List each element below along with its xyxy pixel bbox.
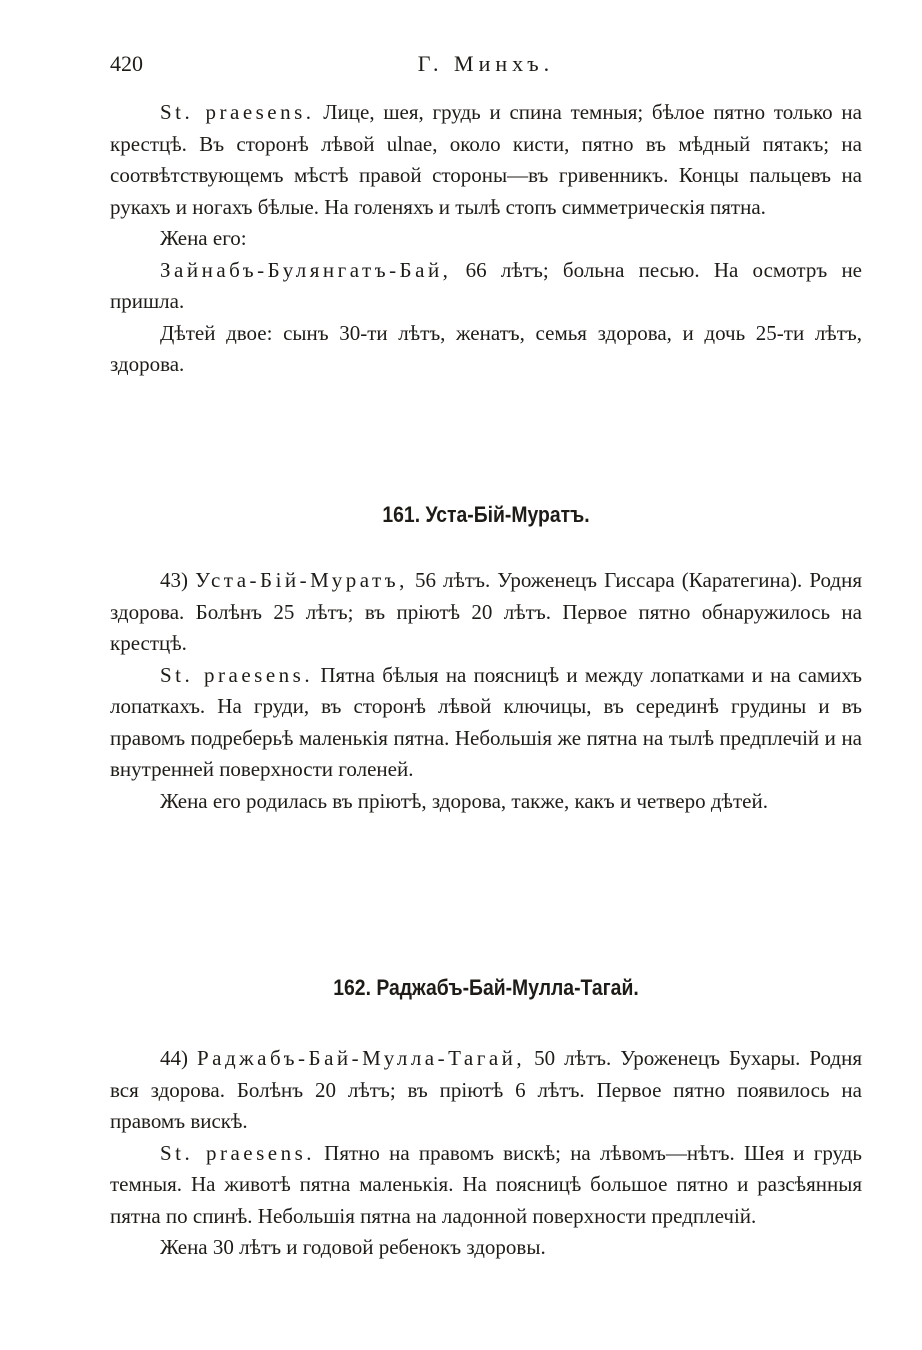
- paragraph-text: Пятно на правомъ вискѣ; на лѣвомъ—нѣтъ. Шея и грудь темныя. На животѣ пятна маленькія. На поясницѣ большое пятно и разсѣянныя пятна по спинѣ. Небольшія пятна на ладонной поверхности предплечій.: [110, 1140, 862, 1228]
- running-head: Г. Минхъ.: [417, 51, 555, 76]
- case-161-body: [110, 565, 862, 817]
- case-number: 43): [160, 568, 196, 592]
- case-162-body: [110, 1043, 862, 1264]
- paragraph-wife: Жена его родилась въ пріютѣ, здорова, также, какъ и четверо дѣтей.: [160, 788, 768, 813]
- paragraph-wife: [110, 255, 862, 318]
- case-number: 44): [160, 1046, 197, 1070]
- paragraph-status-praesens: [110, 1138, 862, 1233]
- page-header: [110, 47, 862, 81]
- paragraph-wife-intro: Жена его:: [160, 226, 247, 250]
- paragraph-case-intro: [110, 565, 862, 660]
- previous-case-continuation: [110, 97, 862, 381]
- paragraph-text: Пятна бѣлыя на поясницѣ и между лопатками и на самихъ лопаткахъ. На груди, въ сторонѣ лѣвой ключицы, въ серединѣ грудины и въ правомъ подреберьѣ маленькія пятна. Небольшія же пятна на тылѣ предплечій и на внутренней поверхности голеней.: [110, 662, 862, 781]
- paragraph-text: Лице, шея, грудь и спина темныя; бѣлое пятно только на крестцѣ. Въ сторонѣ лѣвой ulnae, около кисти, пятно въ мѣдный пятакъ; на соотвѣтствующемъ мѣстѣ правой стороны—въ гривенникъ. Концы пальцевъ на рукахъ и ногахъ бѣлые. На голеняхъ и тылѣ стопъ симметрическія пятна.: [110, 100, 862, 219]
- paragraph-children: Дѣтей двое: сынъ 30-ти лѣтъ, женатъ, семья здорова, и дочь 25-ти лѣтъ, здорова.: [110, 320, 862, 376]
- status-praesens-label: St. praesens.: [160, 662, 314, 687]
- person-name: Раджабъ-Бай-Мулла-Тагай,: [196, 1046, 526, 1070]
- status-praesens-label: St. praesens.: [160, 100, 315, 124]
- person-name: Зайнабъ-Булянгатъ-Бай,: [160, 257, 452, 282]
- paragraph-text: 56 лѣтъ. Уроженецъ Гиссара (Каратегина). Родня здорова. Болѣнъ 25 лѣтъ; въ пріютѣ 20 лѣтъ. Первое пятно обнаружилось на крестцѣ.: [110, 568, 862, 655]
- paragraph-text: 50 лѣтъ. Уроженецъ Бухары. Родня вся здорова. Болѣнъ 20 лѣтъ; въ пріютѣ 6 лѣтъ. Первое пятно появилось на правомъ вискѣ.: [110, 1046, 863, 1133]
- paragraph-case-intro: [110, 1043, 862, 1138]
- case-161-heading: 161. Уста-Бій-Муратъ.: [382, 502, 590, 527]
- page-number: 420: [110, 51, 143, 76]
- paragraph-status-praesens: [110, 660, 862, 786]
- case-162-heading: 162. Раджабъ-Бай-Мулла-Тагай.: [333, 975, 639, 1000]
- paragraph-text: 66 лѣтъ; больна песью. На осмотръ не пришла.: [110, 257, 862, 313]
- person-name: Уста-Бій-Муратъ,: [195, 568, 408, 592]
- status-praesens-label: St. praesens.: [160, 1140, 315, 1165]
- paragraph-wife-child: Жена 30 лѣтъ и годовой ребенокъ здоровы.: [160, 1235, 546, 1259]
- paragraph-status-praesens: [110, 97, 862, 223]
